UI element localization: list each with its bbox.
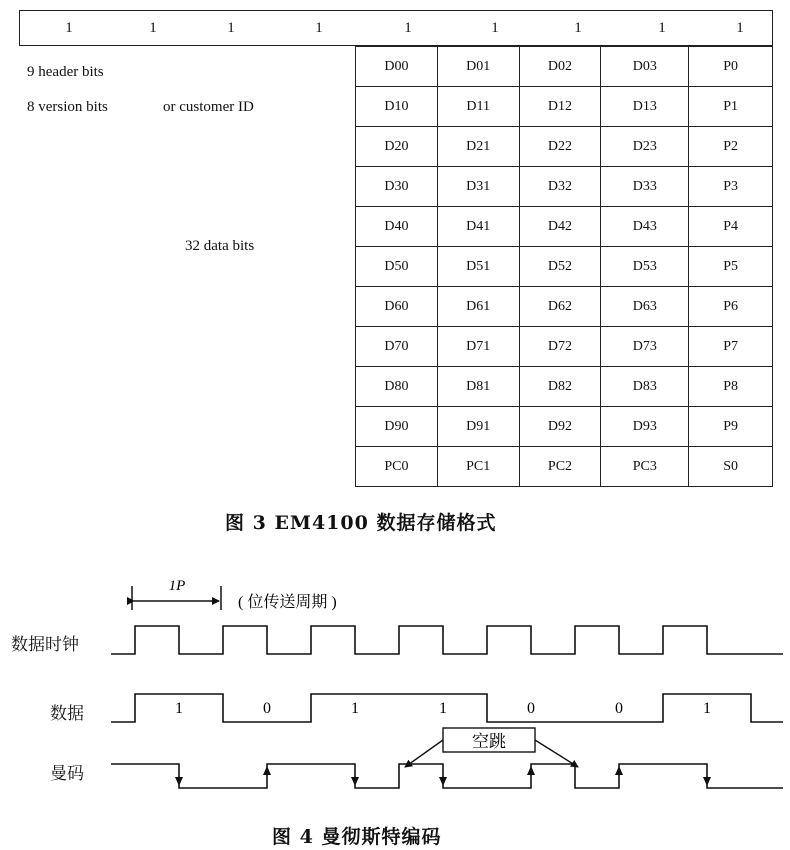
parity-cell: S0 (689, 447, 773, 487)
grid-row (356, 327, 773, 367)
manchester-timing-diagram (0, 570, 790, 810)
data-cell: D20 (356, 127, 438, 167)
data-bit-label: 1 (439, 700, 447, 717)
period-note: ( 位传送周期 ) (238, 594, 337, 611)
grid-row (356, 207, 773, 247)
data-cell: D81 (437, 367, 519, 407)
parity-cell: P8 (689, 367, 773, 407)
data-cell: D23 (601, 127, 689, 167)
data-cell: PC1 (437, 447, 519, 487)
data-cell: D32 (519, 167, 601, 207)
data-cell: D10 (356, 87, 438, 127)
data-cell: D03 (601, 47, 689, 87)
skip-label: 空跳 (472, 732, 506, 751)
data-cell: D90 (356, 407, 438, 447)
data-cell: D40 (356, 207, 438, 247)
grid-row (356, 247, 773, 287)
rising-edge-arrow (263, 766, 271, 775)
data-cell: D43 (601, 207, 689, 247)
data-cell: D00 (356, 47, 438, 87)
data-bit-label: 1 (703, 700, 711, 717)
data-label: 数据 (50, 704, 84, 724)
data-cell: D42 (519, 207, 601, 247)
data-bit-label: 0 (615, 700, 623, 717)
grid-row (356, 407, 773, 447)
data-cell: D21 (437, 127, 519, 167)
data-cell: D70 (356, 327, 438, 367)
header-bit-cell: 1 (227, 19, 235, 36)
data-cell: D33 (601, 167, 689, 207)
parity-cell: P1 (689, 87, 773, 127)
header-bit-cell: 1 (315, 19, 323, 36)
data-cell: D72 (519, 327, 601, 367)
grid-row (356, 287, 773, 327)
parity-cell: P4 (689, 207, 773, 247)
data-cell: D12 (519, 87, 601, 127)
data-cell: D41 (437, 207, 519, 247)
parity-cell: P0 (689, 47, 773, 87)
customer-id-label: or customer ID (163, 99, 254, 115)
parity-cell: P7 (689, 327, 773, 367)
data-storage-grid (355, 46, 773, 487)
data-cell: D63 (601, 287, 689, 327)
version-bits-label: 8 version bits (27, 99, 108, 115)
parity-cell: P5 (689, 247, 773, 287)
data-cell: D80 (356, 367, 438, 407)
falling-edge-arrow (351, 777, 359, 786)
data-cell: D51 (437, 247, 519, 287)
header-bits-label: 9 header bits (27, 64, 104, 80)
data-cell: D61 (437, 287, 519, 327)
data-cell: D62 (519, 287, 601, 327)
grid-row (356, 127, 773, 167)
parity-cell: P2 (689, 127, 773, 167)
header-bits-row (19, 10, 773, 46)
header-bit-cell: 1 (658, 19, 666, 36)
header-bit-cell: 1 (574, 19, 582, 36)
manchester-label: 曼码 (50, 764, 84, 784)
header-bit-cell: 1 (736, 19, 744, 36)
data-cell: D53 (601, 247, 689, 287)
data-cell: D83 (601, 367, 689, 407)
grid-row (356, 447, 773, 487)
figure3-caption: 图 3 EM4100 数据存储格式 (225, 512, 497, 534)
grid-row (356, 367, 773, 407)
data-cell: D60 (356, 287, 438, 327)
header-bit-cell: 1 (65, 19, 73, 36)
data-cell: D30 (356, 167, 438, 207)
data-waveform (111, 694, 783, 722)
data-cell: D82 (519, 367, 601, 407)
data-cell: D73 (601, 327, 689, 367)
falling-edge-arrow (703, 777, 711, 786)
data-cell: D31 (437, 167, 519, 207)
rising-edge-arrow (615, 766, 623, 775)
header-bit-cell: 1 (404, 19, 412, 36)
manchester-waveform (111, 764, 783, 788)
header-bit-cell: 1 (491, 19, 499, 36)
data-cell: D02 (519, 47, 601, 87)
skip-pointer-right (535, 740, 578, 767)
falling-edge-arrow (439, 777, 447, 786)
data-bit-label: 1 (351, 700, 359, 717)
data-bit-label: 0 (527, 700, 535, 717)
falling-edge-arrow (175, 777, 183, 786)
data-cell: D92 (519, 407, 601, 447)
parity-cell: P6 (689, 287, 773, 327)
data-bit-label: 1 (175, 700, 183, 717)
data-cell: D93 (601, 407, 689, 447)
data-cell: D91 (437, 407, 519, 447)
data-cell: D01 (437, 47, 519, 87)
figure4-caption: 图 4 曼彻斯特编码 (272, 826, 442, 848)
data-bit-labels (175, 700, 711, 717)
data-cell: D13 (601, 87, 689, 127)
rising-edge-arrow (527, 766, 535, 775)
data-cell: PC0 (356, 447, 438, 487)
period-label: 1P (168, 578, 186, 594)
data-cell: D11 (437, 87, 519, 127)
parity-cell: P9 (689, 407, 773, 447)
clock-waveform (111, 626, 783, 654)
data-clock-label: 数据时钟 (11, 635, 79, 655)
data-cell: D22 (519, 127, 601, 167)
data-cell: PC3 (601, 447, 689, 487)
header-bit-cell: 1 (149, 19, 157, 36)
data-cell: PC2 (519, 447, 601, 487)
grid-row (356, 87, 773, 127)
data-bits-label: 32 data bits (185, 238, 255, 254)
parity-cell: P3 (689, 167, 773, 207)
data-cell: D71 (437, 327, 519, 367)
data-cell: D50 (356, 247, 438, 287)
data-bit-label: 0 (263, 700, 271, 717)
skip-pointer-left (405, 740, 443, 767)
grid-row (356, 47, 773, 87)
grid-row (356, 167, 773, 207)
data-cell: D52 (519, 247, 601, 287)
